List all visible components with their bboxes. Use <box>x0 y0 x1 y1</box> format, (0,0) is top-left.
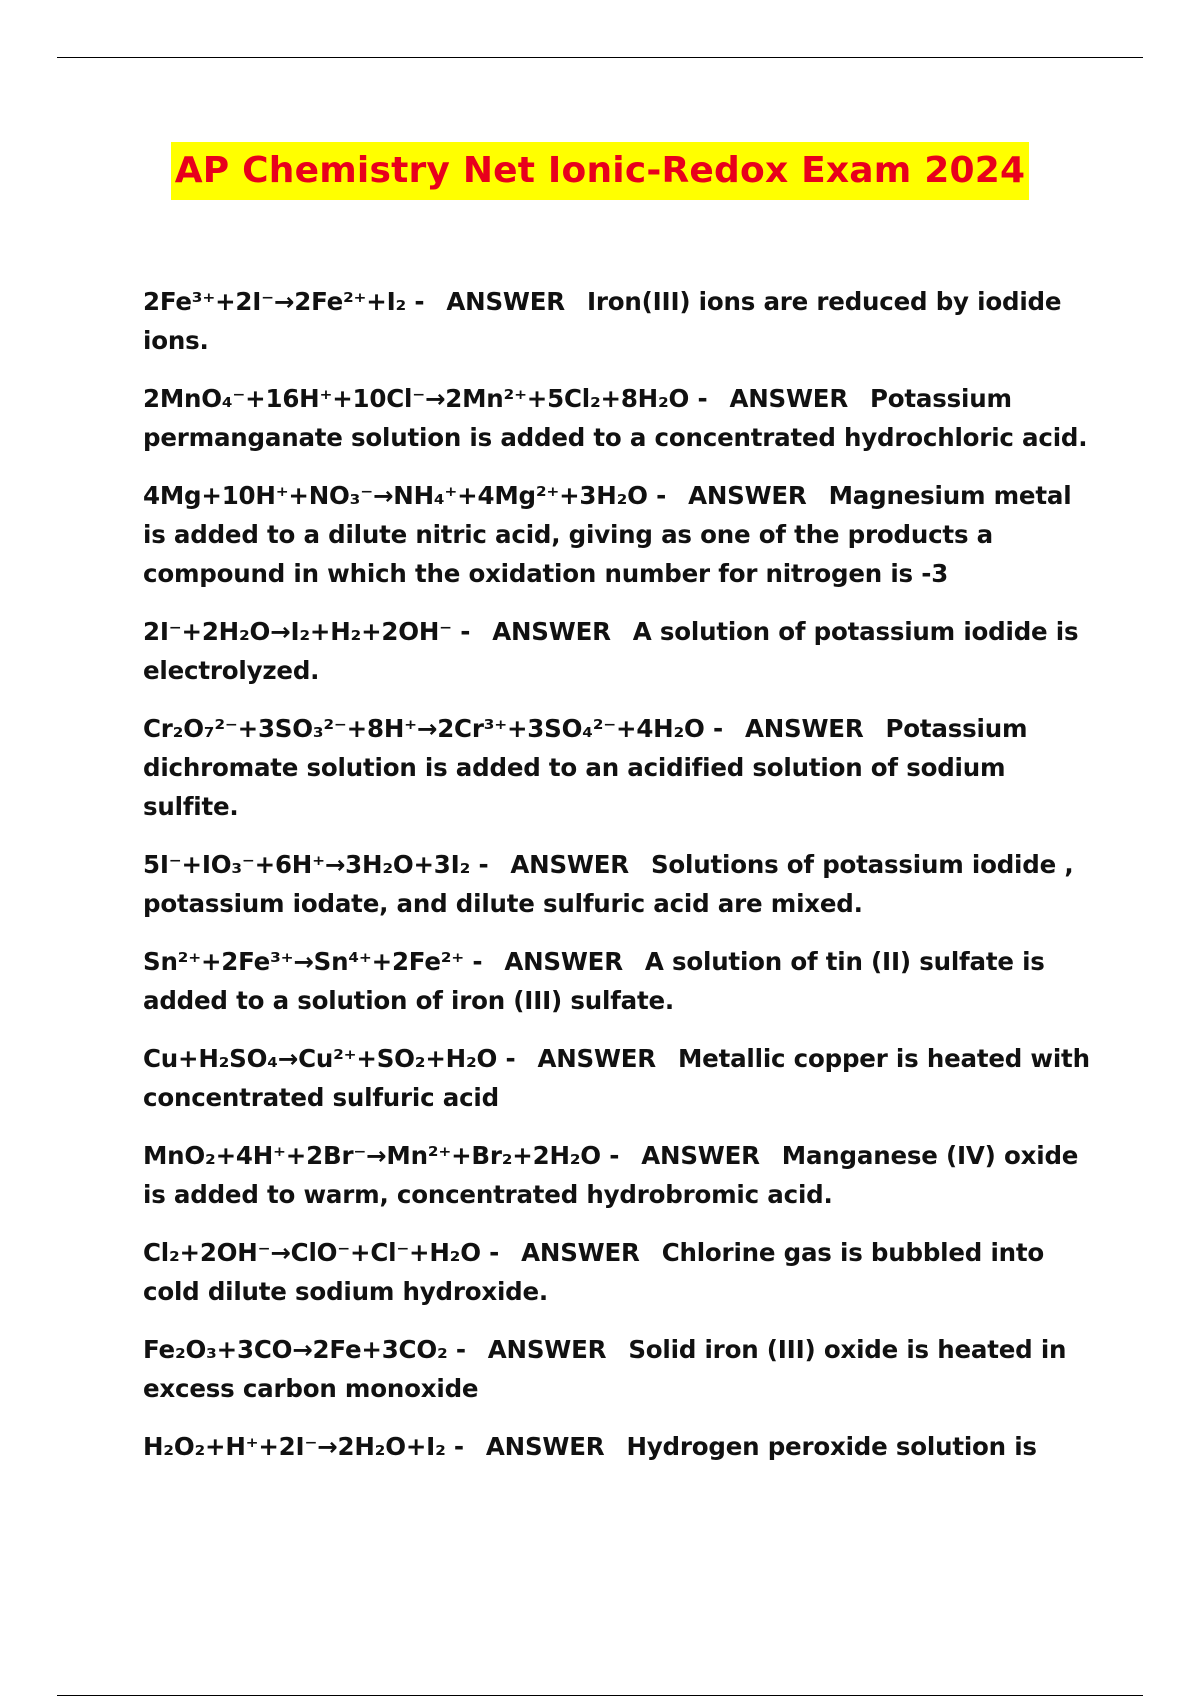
answer-text: Metallic copper is heated with concentrated sulfuric acid <box>143 1044 1090 1112</box>
answer-text: Solid iron (III) oxide is heated in excess carbon monoxide <box>143 1335 1067 1403</box>
answer-text: A solution of tin (II) sulfate is added to a solution of iron (III) sulfate. <box>143 947 1045 1015</box>
answer-label: ANSWER <box>487 1335 607 1364</box>
qa-list <box>143 282 1093 1485</box>
qa-item <box>143 612 1093 690</box>
separator: - <box>447 1335 466 1364</box>
qa-item <box>143 1136 1093 1214</box>
answer-text: Magnesium metal is added to a dilute nitric acid, giving as one of the products a compound in which the oxidation number for nitrogen is -3 <box>143 481 1072 588</box>
answer-text: Manganese (IV) oxide is added to warm, concentrated hydrobromic acid. <box>143 1141 1079 1209</box>
equation: Cu+H₂SO₄→Cu²⁺+SO₂+H₂O <box>143 1044 498 1073</box>
separator: - <box>497 1044 516 1073</box>
qa-item <box>143 476 1093 593</box>
answer-text: Chlorine gas is bubbled into cold dilute sodium hydroxide. <box>143 1238 1045 1306</box>
answer-text: Iron(III) ions are reduced by iodide ions. <box>143 287 1062 355</box>
answer-label: ANSWER <box>510 850 629 879</box>
answer-label: ANSWER <box>641 1141 760 1170</box>
equation: Cl₂+2OH⁻→ClO⁻+Cl⁻+H₂O <box>143 1238 481 1267</box>
title-block <box>0 142 1200 200</box>
equation: Cr₂O₇²⁻+3SO₃²⁻+8H⁺→2Cr³⁺+3SO₄²⁻+4H₂O <box>143 714 705 743</box>
answer-label: ANSWER <box>521 1238 640 1267</box>
qa-item <box>143 1330 1093 1408</box>
equation: 2MnO₄⁻+16H⁺+10Cl⁻→2Mn²⁺+5Cl₂+8H₂O <box>143 384 690 413</box>
top-divider <box>57 57 1143 58</box>
equation: Sn²⁺+2Fe³⁺→Sn⁴⁺+2Fe²⁺ <box>143 947 465 976</box>
equation: 5I⁻+IO₃⁻+6H⁺→3H₂O+3I₂ <box>143 850 471 879</box>
separator: - <box>406 287 425 316</box>
separator: - <box>451 617 471 646</box>
answer-text: Hydrogen peroxide solution is <box>626 1432 1037 1461</box>
qa-item <box>143 845 1093 923</box>
answer-label: ANSWER <box>688 481 807 510</box>
separator: - <box>704 714 723 743</box>
answer-label: ANSWER <box>492 617 611 646</box>
qa-item <box>143 1427 1093 1466</box>
equation: MnO₂+4H⁺+2Br⁻→Mn²⁺+Br₂+2H₂O <box>143 1141 601 1170</box>
bottom-divider <box>57 1695 1143 1696</box>
answer-text: Potassium dichromate solution is added to an acidified solution of sodium sulfite. <box>143 714 1028 821</box>
equation: 4Mg+10H⁺+NO₃⁻→NH₄⁺+4Mg²⁺+3H₂O <box>143 481 648 510</box>
equation: Fe₂O₃+3CO→2Fe+3CO₂ <box>143 1335 448 1364</box>
document-title: AP Chemistry Net Ionic-Redox Exam 2024 <box>171 142 1030 200</box>
answer-text: A solution of potassium iodide is electrolyzed. <box>143 617 1079 685</box>
answer-label: ANSWER <box>537 1044 656 1073</box>
separator: - <box>600 1141 620 1170</box>
separator: - <box>464 947 483 976</box>
answer-text: Solutions of potassium iodide , potassium iodate, and dilute sulfuric acid are mixed. <box>143 850 1074 918</box>
qa-item <box>143 942 1093 1020</box>
answer-label: ANSWER <box>446 287 565 316</box>
separator: - <box>647 481 667 510</box>
qa-item <box>143 282 1093 360</box>
answer-label: ANSWER <box>504 947 623 976</box>
qa-item <box>143 379 1093 457</box>
answer-label: ANSWER <box>485 1432 605 1461</box>
answer-text: Potassium permanganate solution is added to a concentrated hydrochloric acid. <box>143 384 1088 452</box>
separator: - <box>480 1238 500 1267</box>
separator: - <box>470 850 489 879</box>
qa-item <box>143 709 1093 826</box>
equation: 2I⁻+2H₂O→I₂+H₂+2OH⁻ <box>143 617 452 646</box>
qa-item <box>143 1039 1093 1117</box>
separator: - <box>689 384 708 413</box>
answer-label: ANSWER <box>729 384 848 413</box>
equation: 2Fe³⁺+2I⁻→2Fe²⁺+I₂ <box>143 287 407 316</box>
separator: - <box>445 1432 464 1461</box>
qa-item <box>143 1233 1093 1311</box>
answer-label: ANSWER <box>744 714 864 743</box>
equation: H₂O₂+H⁺+2I⁻→2H₂O+I₂ <box>143 1432 446 1461</box>
